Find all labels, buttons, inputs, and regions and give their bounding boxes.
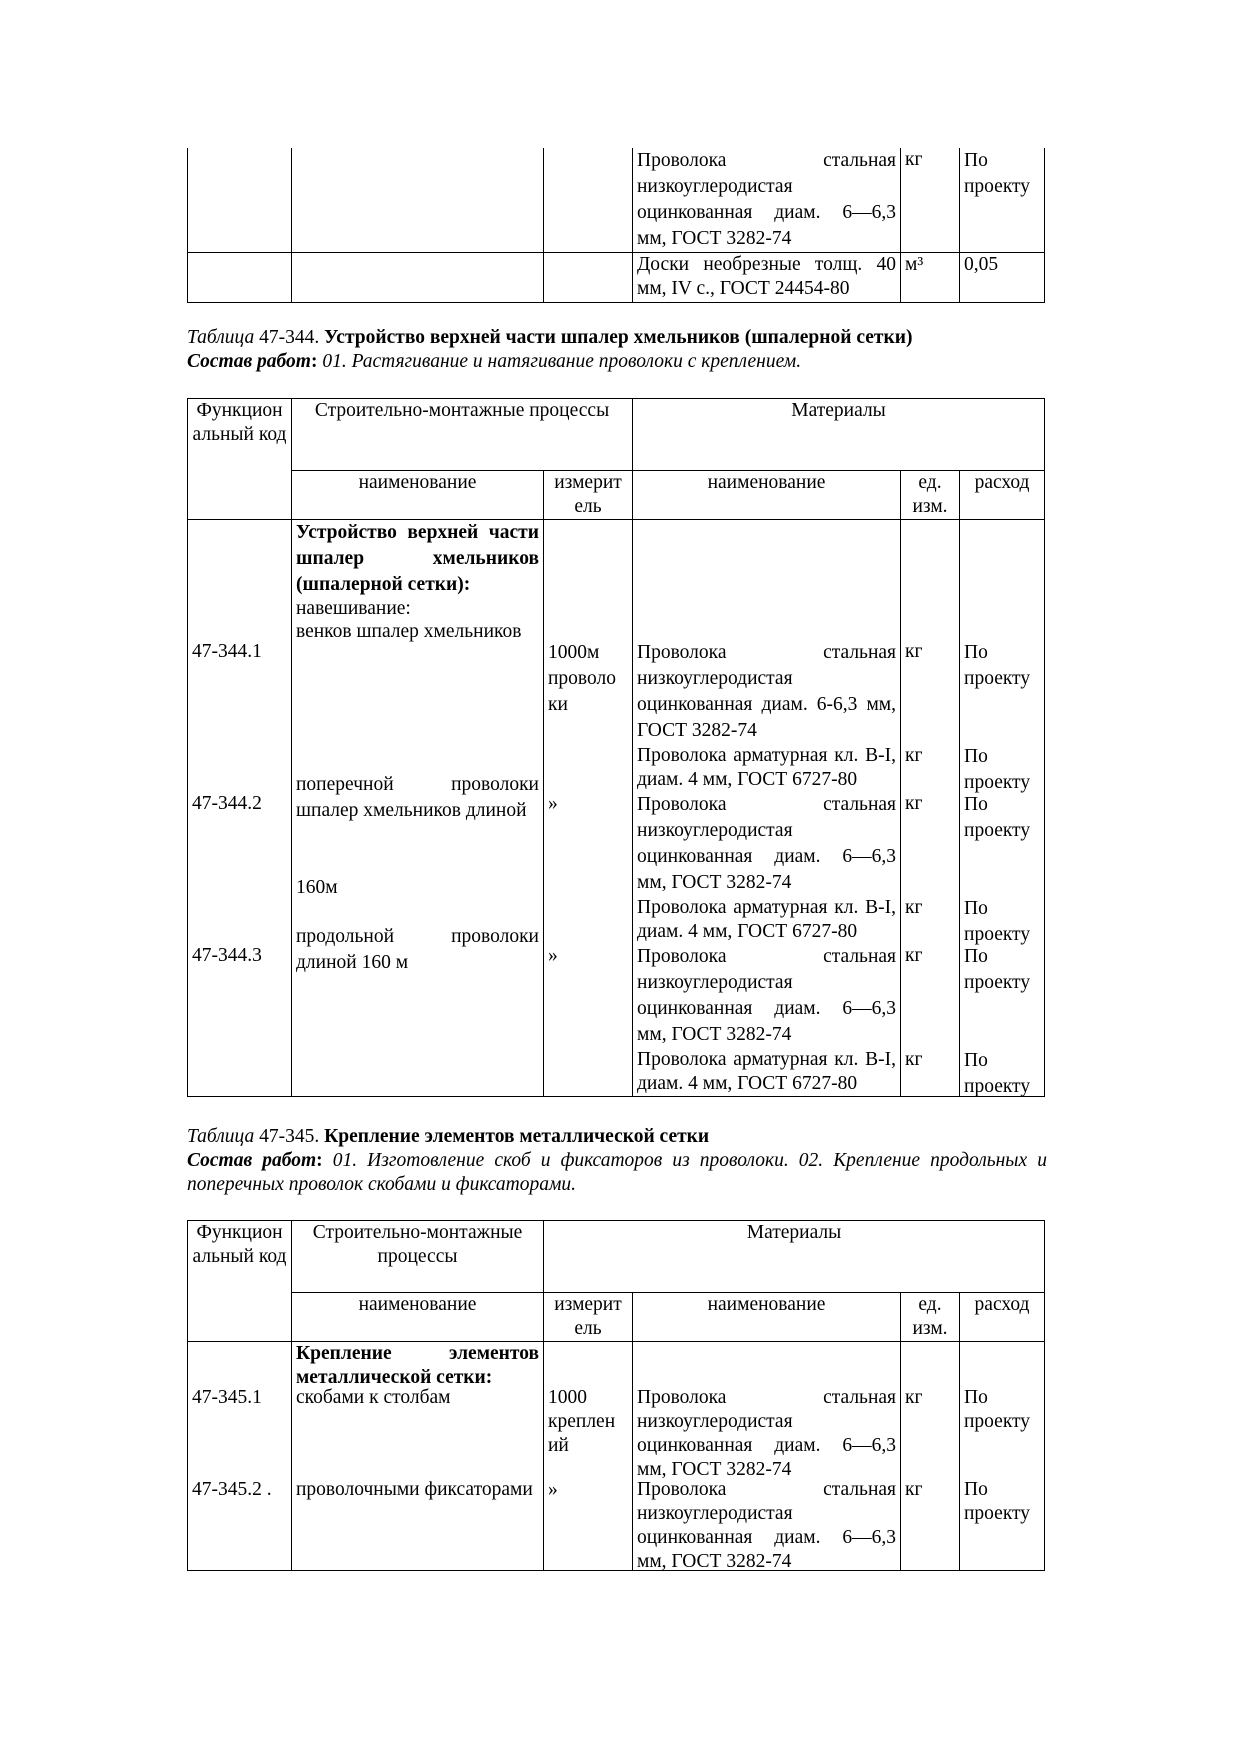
process-column xyxy=(292,520,544,1097)
header-material-name: наименование xyxy=(633,1293,901,1342)
header-meter: измерит ель xyxy=(544,1293,633,1342)
table-344 xyxy=(187,398,1045,1097)
rate-cell: По проекту xyxy=(964,1050,1031,1097)
header-processes: Строительно-монтажные процессы xyxy=(292,1221,544,1293)
material-cell: Проволока стальная низкоуглеродистая оцинкованная диам. 6—6,3 мм, ГОСТ 3282-74 xyxy=(637,1387,896,1480)
material-cell: Проволока арматурная кл. В-I, диам. 4 мм, ГОСТ 6727-80 xyxy=(637,1049,897,1094)
unit-cell: 1000м проволо ки xyxy=(548,642,616,715)
work-label: Состав работ xyxy=(187,351,311,372)
measure-cell: кг xyxy=(905,945,923,966)
rate-cell: По проекту xyxy=(964,946,1031,993)
material-cell: Проволока стальная низкоуглеродистая оцинкованная диам. 6—6,3 мм, ГОСТ 3282-74 xyxy=(633,148,901,253)
material-column xyxy=(633,1342,901,1571)
material-cell: Проволока арматурная кл. В-I, диам. 4 мм, ГОСТ 6727-80 xyxy=(637,745,897,790)
rate-cell: По проекту xyxy=(964,1387,1031,1432)
measure-cell: кг xyxy=(901,148,960,253)
process-cell: продольной проволоки длиной 160 м xyxy=(296,926,539,973)
measure-cell: кг xyxy=(905,1387,923,1408)
header-rate: расход xyxy=(960,1293,1045,1342)
code-cell: 47-344.2 xyxy=(192,793,262,814)
work-label: Состав работ xyxy=(187,1150,317,1171)
header-row xyxy=(188,471,1045,520)
process-cell: поперечной проволоки шпалер хмельников длиной xyxy=(296,774,539,821)
rate-column xyxy=(960,520,1045,1097)
table-344-caption xyxy=(187,326,1047,350)
rate-cell: По проекту xyxy=(964,746,1031,793)
continued-table xyxy=(187,148,1045,303)
unit-cell xyxy=(544,253,633,303)
work-text: 01. Изготовление скоб и фиксаторов из проволоки. 02. Крепление продольных и поперечных проволок скобами и фиксаторами. xyxy=(187,1150,1047,1195)
caption-title: Крепление элементов металлической сетки xyxy=(324,1126,710,1147)
material-cell: Проволока стальная низкоуглеродистая оцинкованная диам. 6—6,3 мм, ГОСТ 3282-74 xyxy=(637,1479,896,1572)
process-column xyxy=(292,1342,544,1571)
group-title: Крепление элементов металлической сетки: xyxy=(296,1343,539,1388)
caption-prefix: Таблица xyxy=(187,327,255,348)
process-cell: венков шпалер хмельников xyxy=(296,621,522,642)
caption-number: 47-345. xyxy=(254,1126,325,1147)
unit-cell: 1000 креплен ий xyxy=(548,1387,616,1456)
material-cell: Доски необрезные толщ. 40 мм, IV с., ГОСТ 24454-80 xyxy=(633,253,901,303)
process-cell xyxy=(292,148,544,253)
table-345 xyxy=(187,1220,1045,1571)
rate-cell: По проекту xyxy=(964,642,1031,689)
header-row xyxy=(188,1293,1045,1342)
code-cell: 47-344.1 xyxy=(192,641,262,662)
header-name: наименование xyxy=(292,471,544,520)
rate-cell: По проекту xyxy=(964,1479,1031,1524)
caption-number: 47-344. xyxy=(254,327,325,348)
measure-cell: кг xyxy=(905,1479,923,1500)
header-name: наименование xyxy=(292,1293,544,1342)
material-cell: Проволока стальная низкоуглеродистая оцинкованная диам. 6—6,3 мм, ГОСТ 3282-74 xyxy=(637,794,897,893)
work-colon: : xyxy=(310,351,318,372)
measure-cell: кг xyxy=(905,1049,923,1070)
table-344-work-composition xyxy=(187,350,1047,374)
rate-cell: По проекту xyxy=(964,794,1031,841)
code-cell: 47-345.2 . xyxy=(192,1479,272,1500)
process-cell-continued: 160м xyxy=(296,877,338,898)
header-unit: ед. изм. xyxy=(901,1293,960,1342)
measure-cell: м³ xyxy=(901,253,960,303)
process-cell xyxy=(292,253,544,303)
measure-column xyxy=(901,1342,960,1571)
unit-column xyxy=(544,1342,633,1571)
material-cell: Проволока стальная низкоуглеродистая оцинкованная диам. 6—6,3 мм, ГОСТ 3282-74 xyxy=(637,946,897,1045)
table-345-caption xyxy=(187,1125,1047,1149)
process-cell: скобами к столбам xyxy=(296,1387,451,1408)
header-materials: Материалы xyxy=(633,399,1045,471)
rate-cell: По проекту xyxy=(964,898,1031,945)
material-column xyxy=(633,520,901,1097)
measure-cell: кг xyxy=(905,793,923,814)
code-cell xyxy=(188,148,292,253)
code-cell xyxy=(188,253,292,303)
header-rate: расход xyxy=(960,471,1045,520)
header-unit: ед. изм. xyxy=(901,471,960,520)
header-materials: Материалы xyxy=(544,1221,1045,1293)
table-345-work-composition xyxy=(187,1149,1047,1197)
rate-column xyxy=(960,1342,1045,1571)
caption-prefix: Таблица xyxy=(187,1126,255,1147)
header-material-name: наименование xyxy=(633,471,901,520)
process-cell: проволочными фиксаторами xyxy=(296,1479,533,1500)
measure-cell: кг xyxy=(905,641,923,662)
unit-cell: » xyxy=(548,793,558,814)
measure-cell: кг xyxy=(905,745,923,766)
unit-column xyxy=(544,520,633,1097)
header-row xyxy=(188,399,1045,471)
measure-column xyxy=(901,520,960,1097)
material-cell: Проволока арматурная кл. В-I, диам. 4 мм, ГОСТ 6727-80 xyxy=(637,897,897,942)
work-colon: : xyxy=(316,1150,323,1171)
work-text: 01. Растягивание и натягивание проволоки с креплением. xyxy=(317,351,802,372)
code-column xyxy=(188,1342,292,1571)
table-row xyxy=(188,1342,1045,1571)
group-title: Устройство верхней части шпалер хмельников (шпалерной сетки): xyxy=(296,522,539,595)
table-row xyxy=(188,520,1045,1097)
code-cell: 47-345.1 xyxy=(192,1387,262,1408)
header-processes: Строительно-монтажные процессы xyxy=(292,399,633,471)
measure-cell: кг xyxy=(905,897,923,918)
header-func-code: Функцион альный код xyxy=(188,1221,292,1342)
caption-title: Устройство верхней части шпалер хмельников (шпалерной сетки) xyxy=(324,327,913,348)
unit-cell: » xyxy=(548,945,558,966)
rate-cell: 0,05 xyxy=(960,253,1045,303)
header-meter: измерит ель xyxy=(544,471,633,520)
material-cell: Проволока стальная низкоуглеродистая оцинкованная диам. 6-6,3 мм, ГОСТ 3282-74 xyxy=(637,642,897,741)
unit-cell xyxy=(544,148,633,253)
rate-cell: По проекту xyxy=(960,148,1045,253)
table-row xyxy=(188,253,1045,303)
header-func-code: Функцион альный код xyxy=(188,399,292,520)
header-row xyxy=(188,1221,1045,1293)
unit-cell: » xyxy=(548,1479,558,1500)
code-column xyxy=(188,520,292,1097)
code-cell: 47-344.3 xyxy=(192,945,262,966)
group-subtitle: навешивание: xyxy=(296,598,411,619)
table-row xyxy=(188,148,1045,253)
